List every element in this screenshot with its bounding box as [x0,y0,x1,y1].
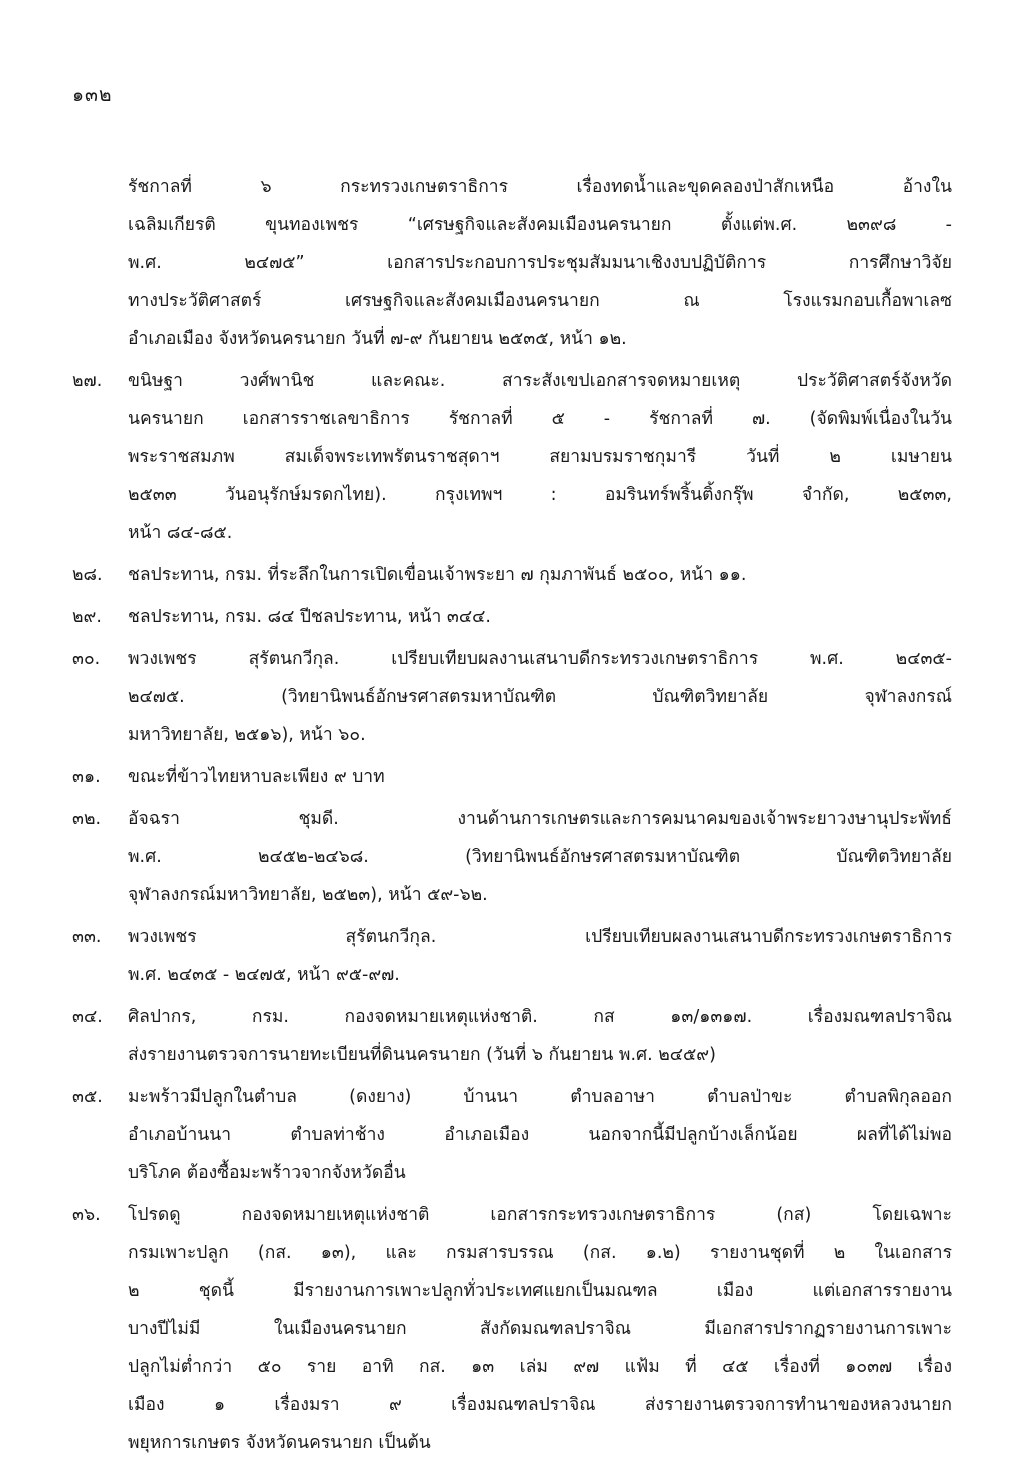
footnote-number: ๒๗. [72,371,103,391]
footnote-text: นครนายก เอกสารราชเลขาธิการ รัชกาลที่ ๕ - รัชกาลที่ ๗. (จัดพิมพ์เนื่องในวัน [128,409,952,429]
footnote-text: ปลูกไม่ต่ำกว่า ๕๐ ราย อาทิ กส. ๑๓ เล่ม ๙๗ แฟ้ม ที่ ๔๕ เรื่องที่ ๑๐๓๗ เรื่อง [128,1357,952,1377]
footnote-first-line [72,556,952,594]
footnote-text: ศิลปากร, กรม. กองจดหมายเหตุแห่งชาติ. กส ๑๓/๑๓๑๗. เรื่องมณฑลปราจิณ [128,1007,952,1027]
footnote-line [72,1424,952,1462]
footnotes [72,168,952,1462]
footnote-text: ๒๔๗๕. (วิทยานิพนธ์อักษรศาสตรมหาบัณฑิต บัณฑิตวิทยาลัย จุฬาลงกรณ์ [128,687,952,707]
footnote-text: ชลประทาน, กรม. ที่ระลึกในการเปิดเขื่อนเจ้าพระยา ๗ กุมภาพันธ์ ๒๕๐๐, หน้า ๑๑. [128,565,747,585]
footnote-line [72,876,952,914]
footnote-first-line [72,998,952,1036]
footnote-text: โปรดดู กองจดหมายเหตุแห่งชาติ เอกสารกระทรวงเกษตราธิการ (กส) โดยเฉพาะ [128,1205,952,1225]
footnote-line [72,678,952,716]
footnote-text: ขนิษฐา วงศ์พานิช และคณะ. สาระสังเขปเอกสารจดหมายเหตุ ประวัติศาสตร์จังหวัด [128,371,952,391]
footnote-first-line [72,1078,952,1116]
footnote-line [72,838,952,876]
footnote-text: ๒๕๓๓ วันอนุรักษ์มรดกไทย). กรุงเทพฯ : อมรินทร์พริ้นติ้งกรุ๊พ จำกัด, ๒๕๓๓, [128,485,952,505]
footnote-number: ๓๐. [72,649,101,669]
footnote-text: มหาวิทยาลัย, ๒๕๑๖), หน้า ๖๐. [128,725,366,745]
footnote-text: อำเภอเมือง จังหวัดนครนายก วันที่ ๗-๙ กันยายน ๒๕๓๕, หน้า ๑๒. [128,329,627,349]
footnote-text: พ.ศ. ๒๔๕๒-๒๔๖๘. (วิทยานิพนธ์อักษรศาสตรมหาบัณฑิต บัณฑิตวิทยาลัย [128,847,952,867]
footnote-number: ๓๔. [72,1007,103,1027]
footnote-line [72,1116,952,1154]
footnote-text: พยุหการเกษตร จังหวัดนครนายก เป็นต้น [128,1433,431,1453]
footnote-line [72,1386,952,1424]
footnote-line [72,1310,952,1348]
footnote-text: พระราชสมภพ สมเด็จพระเทพรัตนราชสุดาฯ สยามบรมราชกุมารี วันที่ ๒ เมษายน [128,447,952,467]
footnote-text: จุฬาลงกรณ์มหาวิทยาลัย, ๒๕๒๓), หน้า ๕๙-๖๒. [128,885,488,905]
footnote-line [72,1348,952,1386]
footnote-line [72,206,952,244]
footnote-text: มะพร้าวมีปลูกในตำบล (ดงยาง) บ้านนา ตำบลอาษา ตำบลป่าขะ ตำบลพิกุลออก [128,1087,952,1107]
footnote-number: ๓๖. [72,1205,101,1225]
footnote-number: ๓๑. [72,767,101,787]
footnote-line [72,282,952,320]
footnote-line [72,400,952,438]
footnote-first-line [72,918,952,956]
footnote-text: พวงเพชร สุรัตนกวีกุล. เปรียบเทียบผลงานเสนาบดีกระทรวงเกษตราธิการ [128,927,952,947]
footnote-line [72,320,952,358]
footnote-number: ๒๘. [72,565,103,585]
footnote-text: ขณะที่ข้าวไทยหาบละเพียง ๙ บาท [128,767,385,787]
footnote-text: อำเภอบ้านนา ตำบลท่าช้าง อำเภอเมือง นอกจากนี้มีปลูกบ้างเล็กน้อย ผลที่ได้ไม่พอ [128,1125,952,1145]
footnote-text: กรมเพาะปลูก (กส. ๑๓), และ กรมสารบรรณ (กส. ๑.๒) รายงานชุดที่ ๒ ในเอกสาร [128,1243,952,1263]
footnote-line [72,716,952,754]
footnote-line [72,1272,952,1310]
footnote-first-line [72,1196,952,1234]
footnote-text: ชลประทาน, กรม. ๘๔ ปีชลประทาน, หน้า ๓๔๔. [128,607,491,627]
page-number: ๑๓๒ [72,84,113,106]
footnote-line [72,244,952,282]
footnote-text: บางปีไม่มี ในเมืองนครนายก สังกัดมณฑลปราจิณ มีเอกสารปรากฏรายงานการเพาะ [128,1319,952,1339]
footnote-number: ๓๓. [72,927,102,947]
footnote-first-line [72,758,952,796]
footnote-text: เฉลิมเกียรติ ขุนทองเพชร “เศรษฐกิจและสังคมเมืองนครนายก ตั้งแต่พ.ศ. ๒๓๙๘ - [128,215,952,235]
footnote-text: เมือง ๑ เรื่องมรา ๙ เรื่องมณฑลปราจิณ ส่งรายงานตรวจการทำนาของหลวงนายก [128,1395,952,1415]
footnote-line [72,1234,952,1272]
footnote-line [72,1154,952,1192]
footnote-text: บริโภค ต้องซื้อมะพร้าวจากจังหวัดอื่น [128,1163,406,1183]
footnote-first-line [72,362,952,400]
footnote-text: ทางประวัติศาสตร์ เศรษฐกิจและสังคมเมืองนครนายก ณ โรงแรมกอบเกื้อพาเลซ [128,291,952,311]
footnote-text: พ.ศ. ๒๔๗๕” เอกสารประกอบการประชุมสัมมนาเชิงงบปฏิบัติการ การศึกษาวิจัย [128,253,952,273]
footnote-number: ๓๕. [72,1087,103,1107]
footnote-line [72,438,952,476]
footnote-number: ๓๒. [72,809,102,829]
footnote-line [72,514,952,552]
footnote-text: รัชกาลที่ ๖ กระทรวงเกษตราธิการ เรื่องทดน้ำและขุดคลองป่าสักเหนือ อ้างใน [128,177,952,197]
footnote-line [72,476,952,514]
footnote-line [72,956,952,994]
footnote-first-line [72,640,952,678]
footnote-text: ส่งรายงานตรวจการนายทะเบียนที่ดินนครนายก (วันที่ ๖ กันยายน พ.ศ. ๒๔๕๙) [128,1045,716,1065]
footnote-line [72,1036,952,1074]
footnote-text: พวงเพชร สุรัตนกวีกุล. เปรียบเทียบผลงานเสนาบดีกระทรวงเกษตราธิการ พ.ศ. ๒๔๓๕- [128,649,952,669]
footnote-first-line [72,800,952,838]
footnote-line [72,168,952,206]
footnote-number: ๒๙. [72,607,102,627]
footnote-text: อัจฉรา ชุมดี. งานด้านการเกษตรและการคมนาคมของเจ้าพระยาวงษานุประพัทธ์ [128,809,952,829]
footnote-text: หน้า ๘๔-๘๕. [128,523,233,543]
footnote-text: ๒ ชุดนี้ มีรายงานการเพาะปลูกทั่วประเทศแยกเป็นมณฑล เมือง แต่เอกสารรายงาน [128,1281,952,1301]
footnote-text: พ.ศ. ๒๔๓๕ - ๒๔๗๕, หน้า ๙๕-๙๗. [128,965,400,985]
footnote-first-line [72,598,952,636]
